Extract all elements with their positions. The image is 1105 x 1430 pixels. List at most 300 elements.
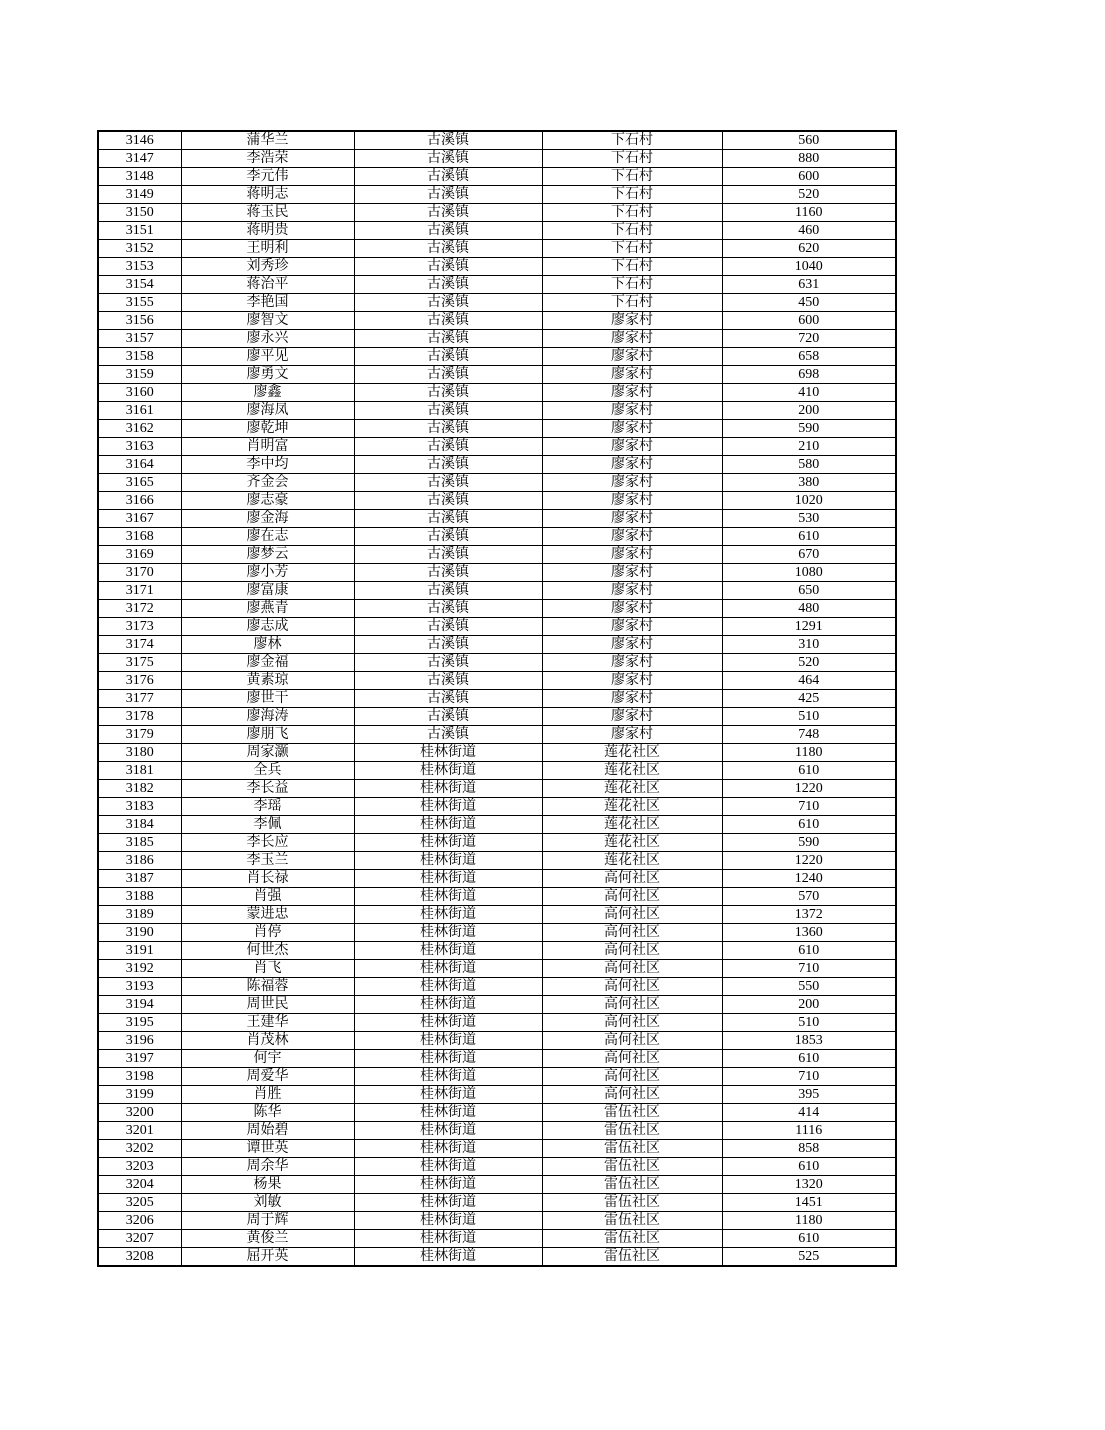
village-cell: 廖家村 xyxy=(542,582,722,600)
township-cell: 古溪镇 xyxy=(354,546,542,564)
township-cell: 桂林街道 xyxy=(354,1122,542,1140)
row-number-cell: 3166 xyxy=(98,492,181,510)
table-row xyxy=(98,1122,896,1140)
township-cell: 古溪镇 xyxy=(354,150,542,168)
amount-cell: 1320 xyxy=(722,1176,896,1194)
village-cell: 高何社区 xyxy=(542,1032,722,1050)
village-cell: 高何社区 xyxy=(542,942,722,960)
name-cell: 蒋治平 xyxy=(181,276,354,294)
table-row xyxy=(98,150,896,168)
village-cell: 廖家村 xyxy=(542,348,722,366)
township-cell: 古溪镇 xyxy=(354,168,542,186)
row-number-cell: 3208 xyxy=(98,1248,181,1267)
village-cell: 雷伍社区 xyxy=(542,1122,722,1140)
village-cell: 下石村 xyxy=(542,258,722,276)
table-row xyxy=(98,222,896,240)
row-number-cell: 3167 xyxy=(98,510,181,528)
table-row xyxy=(98,1248,896,1267)
table-row xyxy=(98,798,896,816)
township-cell: 古溪镇 xyxy=(354,690,542,708)
row-number-cell: 3148 xyxy=(98,168,181,186)
table-row xyxy=(98,1068,896,1086)
amount-cell: 570 xyxy=(722,888,896,906)
row-number-cell: 3160 xyxy=(98,384,181,402)
row-number-cell: 3161 xyxy=(98,402,181,420)
row-number-cell: 3159 xyxy=(98,366,181,384)
row-number-cell: 3185 xyxy=(98,834,181,852)
township-cell: 桂林街道 xyxy=(354,996,542,1014)
township-cell: 古溪镇 xyxy=(354,204,542,222)
name-cell: 肖强 xyxy=(181,888,354,906)
name-cell: 何宇 xyxy=(181,1050,354,1068)
table-row xyxy=(98,888,896,906)
village-cell: 廖家村 xyxy=(542,546,722,564)
amount-cell: 1451 xyxy=(722,1194,896,1212)
township-cell: 桂林街道 xyxy=(354,1248,542,1267)
row-number-cell: 3157 xyxy=(98,330,181,348)
village-cell: 廖家村 xyxy=(542,402,722,420)
township-cell: 桂林街道 xyxy=(354,852,542,870)
row-number-cell: 3162 xyxy=(98,420,181,438)
township-cell: 桂林街道 xyxy=(354,780,542,798)
table-row xyxy=(98,942,896,960)
village-cell: 雷伍社区 xyxy=(542,1212,722,1230)
name-cell: 廖燕青 xyxy=(181,600,354,618)
township-cell: 桂林街道 xyxy=(354,1104,542,1122)
village-cell: 廖家村 xyxy=(542,600,722,618)
village-cell: 高何社区 xyxy=(542,1050,722,1068)
village-cell: 下石村 xyxy=(542,186,722,204)
amount-cell: 425 xyxy=(722,690,896,708)
amount-cell: 600 xyxy=(722,168,896,186)
amount-cell: 670 xyxy=(722,546,896,564)
table-row xyxy=(98,546,896,564)
table-row xyxy=(98,726,896,744)
row-number-cell: 3156 xyxy=(98,312,181,330)
township-cell: 古溪镇 xyxy=(354,654,542,672)
amount-cell: 631 xyxy=(722,276,896,294)
table-row xyxy=(98,1086,896,1104)
amount-cell: 464 xyxy=(722,672,896,690)
table-row xyxy=(98,1140,896,1158)
village-cell: 廖家村 xyxy=(542,438,722,456)
table-row xyxy=(98,636,896,654)
name-cell: 肖胜 xyxy=(181,1086,354,1104)
village-cell: 下石村 xyxy=(542,150,722,168)
amount-cell: 710 xyxy=(722,1068,896,1086)
township-cell: 古溪镇 xyxy=(354,708,542,726)
name-cell: 廖富康 xyxy=(181,582,354,600)
township-cell: 桂林街道 xyxy=(354,870,542,888)
amount-cell: 650 xyxy=(722,582,896,600)
table-row xyxy=(98,852,896,870)
name-cell: 蒋明志 xyxy=(181,186,354,204)
township-cell: 古溪镇 xyxy=(354,131,542,150)
township-cell: 桂林街道 xyxy=(354,924,542,942)
village-cell: 廖家村 xyxy=(542,636,722,654)
township-cell: 古溪镇 xyxy=(354,672,542,690)
row-number-cell: 3188 xyxy=(98,888,181,906)
township-cell: 古溪镇 xyxy=(354,564,542,582)
row-number-cell: 3201 xyxy=(98,1122,181,1140)
row-number-cell: 3190 xyxy=(98,924,181,942)
table-row xyxy=(98,1230,896,1248)
row-number-cell: 3174 xyxy=(98,636,181,654)
township-cell: 桂林街道 xyxy=(354,1086,542,1104)
name-cell: 李长应 xyxy=(181,834,354,852)
township-cell: 古溪镇 xyxy=(354,186,542,204)
village-cell: 高何社区 xyxy=(542,906,722,924)
table-row xyxy=(98,510,896,528)
amount-cell: 380 xyxy=(722,474,896,492)
amount-cell: 610 xyxy=(722,942,896,960)
township-cell: 桂林街道 xyxy=(354,1230,542,1248)
amount-cell: 1372 xyxy=(722,906,896,924)
township-cell: 桂林街道 xyxy=(354,960,542,978)
name-cell: 廖永兴 xyxy=(181,330,354,348)
row-number-cell: 3147 xyxy=(98,150,181,168)
amount-cell: 1180 xyxy=(722,1212,896,1230)
township-cell: 桂林街道 xyxy=(354,1032,542,1050)
name-cell: 廖海涛 xyxy=(181,708,354,726)
township-cell: 桂林街道 xyxy=(354,762,542,780)
name-cell: 蒋明贵 xyxy=(181,222,354,240)
table-row xyxy=(98,708,896,726)
name-cell: 何世杰 xyxy=(181,942,354,960)
village-cell: 廖家村 xyxy=(542,312,722,330)
name-cell: 齐金会 xyxy=(181,474,354,492)
name-cell: 黄素琼 xyxy=(181,672,354,690)
amount-cell: 450 xyxy=(722,294,896,312)
amount-cell: 200 xyxy=(722,402,896,420)
table-row xyxy=(98,762,896,780)
name-cell: 刘秀珍 xyxy=(181,258,354,276)
name-cell: 廖勇文 xyxy=(181,366,354,384)
amount-cell: 710 xyxy=(722,960,896,978)
amount-cell: 610 xyxy=(722,1158,896,1176)
name-cell: 陈福蓉 xyxy=(181,978,354,996)
name-cell: 屈开英 xyxy=(181,1248,354,1267)
table-row xyxy=(98,816,896,834)
table-row xyxy=(98,1158,896,1176)
village-cell: 廖家村 xyxy=(542,384,722,402)
row-number-cell: 3193 xyxy=(98,978,181,996)
amount-cell: 1160 xyxy=(722,204,896,222)
village-cell: 莲花社区 xyxy=(542,852,722,870)
name-cell: 谭世英 xyxy=(181,1140,354,1158)
township-cell: 古溪镇 xyxy=(354,402,542,420)
township-cell: 桂林街道 xyxy=(354,1068,542,1086)
row-number-cell: 3158 xyxy=(98,348,181,366)
row-number-cell: 3150 xyxy=(98,204,181,222)
name-cell: 全兵 xyxy=(181,762,354,780)
row-number-cell: 3164 xyxy=(98,456,181,474)
name-cell: 周爱华 xyxy=(181,1068,354,1086)
row-number-cell: 3205 xyxy=(98,1194,181,1212)
name-cell: 刘敏 xyxy=(181,1194,354,1212)
amount-cell: 590 xyxy=(722,420,896,438)
name-cell: 蒙进忠 xyxy=(181,906,354,924)
data-table xyxy=(97,130,897,1267)
township-cell: 古溪镇 xyxy=(354,222,542,240)
table-row xyxy=(98,294,896,312)
amount-cell: 600 xyxy=(722,312,896,330)
amount-cell: 1080 xyxy=(722,564,896,582)
table-row xyxy=(98,744,896,762)
township-cell: 古溪镇 xyxy=(354,636,542,654)
township-cell: 桂林街道 xyxy=(354,906,542,924)
table-row xyxy=(98,564,896,582)
table-row xyxy=(98,366,896,384)
township-cell: 古溪镇 xyxy=(354,312,542,330)
township-cell: 桂林街道 xyxy=(354,1140,542,1158)
amount-cell: 1040 xyxy=(722,258,896,276)
table-row xyxy=(98,1032,896,1050)
row-number-cell: 3204 xyxy=(98,1176,181,1194)
township-cell: 桂林街道 xyxy=(354,1050,542,1068)
row-number-cell: 3153 xyxy=(98,258,181,276)
amount-cell: 525 xyxy=(722,1248,896,1267)
row-number-cell: 3194 xyxy=(98,996,181,1014)
township-cell: 桂林街道 xyxy=(354,1194,542,1212)
amount-cell: 1291 xyxy=(722,618,896,636)
amount-cell: 200 xyxy=(722,996,896,1014)
row-number-cell: 3178 xyxy=(98,708,181,726)
table-row xyxy=(98,420,896,438)
amount-cell: 520 xyxy=(722,654,896,672)
table-row xyxy=(98,690,896,708)
amount-cell: 748 xyxy=(722,726,896,744)
name-cell: 廖志成 xyxy=(181,618,354,636)
village-cell: 高何社区 xyxy=(542,996,722,1014)
row-number-cell: 3154 xyxy=(98,276,181,294)
table-row xyxy=(98,978,896,996)
name-cell: 蒲华兰 xyxy=(181,131,354,150)
row-number-cell: 3151 xyxy=(98,222,181,240)
township-cell: 古溪镇 xyxy=(354,726,542,744)
township-cell: 古溪镇 xyxy=(354,420,542,438)
row-number-cell: 3203 xyxy=(98,1158,181,1176)
amount-cell: 880 xyxy=(722,150,896,168)
row-number-cell: 3202 xyxy=(98,1140,181,1158)
name-cell: 杨果 xyxy=(181,1176,354,1194)
name-cell: 廖智文 xyxy=(181,312,354,330)
row-number-cell: 3197 xyxy=(98,1050,181,1068)
township-cell: 桂林街道 xyxy=(354,1014,542,1032)
village-cell: 高何社区 xyxy=(542,924,722,942)
name-cell: 廖平见 xyxy=(181,348,354,366)
table-row xyxy=(98,348,896,366)
row-number-cell: 3146 xyxy=(98,131,181,150)
amount-cell: 1180 xyxy=(722,744,896,762)
village-cell: 莲花社区 xyxy=(542,834,722,852)
row-number-cell: 3152 xyxy=(98,240,181,258)
township-cell: 古溪镇 xyxy=(354,600,542,618)
row-number-cell: 3172 xyxy=(98,600,181,618)
name-cell: 廖海凤 xyxy=(181,402,354,420)
village-cell: 高何社区 xyxy=(542,1086,722,1104)
name-cell: 肖飞 xyxy=(181,960,354,978)
amount-cell: 720 xyxy=(722,330,896,348)
amount-cell: 658 xyxy=(722,348,896,366)
name-cell: 廖鑫 xyxy=(181,384,354,402)
village-cell: 廖家村 xyxy=(542,330,722,348)
name-cell: 李玉兰 xyxy=(181,852,354,870)
township-cell: 古溪镇 xyxy=(354,618,542,636)
amount-cell: 510 xyxy=(722,708,896,726)
name-cell: 周于辉 xyxy=(181,1212,354,1230)
row-number-cell: 3168 xyxy=(98,528,181,546)
table-row xyxy=(98,492,896,510)
village-cell: 雷伍社区 xyxy=(542,1158,722,1176)
township-cell: 古溪镇 xyxy=(354,258,542,276)
village-cell: 雷伍社区 xyxy=(542,1194,722,1212)
row-number-cell: 3175 xyxy=(98,654,181,672)
table-row xyxy=(98,960,896,978)
table-row xyxy=(98,618,896,636)
table-row xyxy=(98,384,896,402)
village-cell: 雷伍社区 xyxy=(542,1176,722,1194)
table-row xyxy=(98,438,896,456)
township-cell: 古溪镇 xyxy=(354,366,542,384)
row-number-cell: 3200 xyxy=(98,1104,181,1122)
table-row xyxy=(98,1176,896,1194)
amount-cell: 550 xyxy=(722,978,896,996)
village-cell: 廖家村 xyxy=(542,366,722,384)
table-row xyxy=(98,1014,896,1032)
table-row xyxy=(98,1104,896,1122)
table-row xyxy=(98,168,896,186)
amount-cell: 858 xyxy=(722,1140,896,1158)
village-cell: 莲花社区 xyxy=(542,744,722,762)
row-number-cell: 3199 xyxy=(98,1086,181,1104)
amount-cell: 1116 xyxy=(722,1122,896,1140)
amount-cell: 210 xyxy=(722,438,896,456)
village-cell: 高何社区 xyxy=(542,978,722,996)
name-cell: 李长益 xyxy=(181,780,354,798)
name-cell: 李艳国 xyxy=(181,294,354,312)
village-cell: 廖家村 xyxy=(542,510,722,528)
name-cell: 廖乾坤 xyxy=(181,420,354,438)
name-cell: 廖志豪 xyxy=(181,492,354,510)
amount-cell: 460 xyxy=(722,222,896,240)
township-cell: 古溪镇 xyxy=(354,492,542,510)
name-cell: 廖金福 xyxy=(181,654,354,672)
village-cell: 雷伍社区 xyxy=(542,1230,722,1248)
row-number-cell: 3198 xyxy=(98,1068,181,1086)
amount-cell: 395 xyxy=(722,1086,896,1104)
village-cell: 莲花社区 xyxy=(542,762,722,780)
table-row xyxy=(98,1212,896,1230)
table-row xyxy=(98,1194,896,1212)
amount-cell: 530 xyxy=(722,510,896,528)
name-cell: 周家灏 xyxy=(181,744,354,762)
township-cell: 桂林街道 xyxy=(354,888,542,906)
name-cell: 廖朋飞 xyxy=(181,726,354,744)
row-number-cell: 3196 xyxy=(98,1032,181,1050)
village-cell: 廖家村 xyxy=(542,474,722,492)
name-cell: 肖长禄 xyxy=(181,870,354,888)
row-number-cell: 3149 xyxy=(98,186,181,204)
township-cell: 古溪镇 xyxy=(354,384,542,402)
township-cell: 古溪镇 xyxy=(354,582,542,600)
village-cell: 高何社区 xyxy=(542,960,722,978)
name-cell: 周始碧 xyxy=(181,1122,354,1140)
name-cell: 廖小芳 xyxy=(181,564,354,582)
name-cell: 肖明富 xyxy=(181,438,354,456)
township-cell: 古溪镇 xyxy=(354,348,542,366)
table-row xyxy=(98,131,896,150)
row-number-cell: 3169 xyxy=(98,546,181,564)
table-row xyxy=(98,600,896,618)
village-cell: 雷伍社区 xyxy=(542,1140,722,1158)
table-row xyxy=(98,330,896,348)
name-cell: 李瑶 xyxy=(181,798,354,816)
amount-cell: 1360 xyxy=(722,924,896,942)
amount-cell: 510 xyxy=(722,1014,896,1032)
name-cell: 廖金海 xyxy=(181,510,354,528)
township-cell: 古溪镇 xyxy=(354,456,542,474)
village-cell: 高何社区 xyxy=(542,1014,722,1032)
row-number-cell: 3191 xyxy=(98,942,181,960)
township-cell: 桂林街道 xyxy=(354,744,542,762)
township-cell: 古溪镇 xyxy=(354,294,542,312)
row-number-cell: 3181 xyxy=(98,762,181,780)
village-cell: 高何社区 xyxy=(542,1068,722,1086)
table-row xyxy=(98,654,896,672)
township-cell: 古溪镇 xyxy=(354,528,542,546)
township-cell: 桂林街道 xyxy=(354,978,542,996)
township-cell: 古溪镇 xyxy=(354,276,542,294)
table-row xyxy=(98,312,896,330)
name-cell: 王明利 xyxy=(181,240,354,258)
village-cell: 雷伍社区 xyxy=(542,1104,722,1122)
name-cell: 肖停 xyxy=(181,924,354,942)
village-cell: 廖家村 xyxy=(542,492,722,510)
row-number-cell: 3176 xyxy=(98,672,181,690)
table-row xyxy=(98,906,896,924)
amount-cell: 580 xyxy=(722,456,896,474)
village-cell: 莲花社区 xyxy=(542,798,722,816)
row-number-cell: 3171 xyxy=(98,582,181,600)
row-number-cell: 3206 xyxy=(98,1212,181,1230)
row-number-cell: 3177 xyxy=(98,690,181,708)
name-cell: 肖茂林 xyxy=(181,1032,354,1050)
table-row xyxy=(98,258,896,276)
table-row xyxy=(98,474,896,492)
row-number-cell: 3170 xyxy=(98,564,181,582)
amount-cell: 590 xyxy=(722,834,896,852)
table-row xyxy=(98,276,896,294)
village-cell: 廖家村 xyxy=(542,708,722,726)
amount-cell: 410 xyxy=(722,384,896,402)
village-cell: 廖家村 xyxy=(542,564,722,582)
table-row xyxy=(98,456,896,474)
name-cell: 廖世干 xyxy=(181,690,354,708)
row-number-cell: 3183 xyxy=(98,798,181,816)
village-cell: 莲花社区 xyxy=(542,780,722,798)
village-cell: 廖家村 xyxy=(542,672,722,690)
table-row xyxy=(98,582,896,600)
township-cell: 桂林街道 xyxy=(354,1212,542,1230)
table-body xyxy=(98,131,896,1266)
row-number-cell: 3179 xyxy=(98,726,181,744)
amount-cell: 480 xyxy=(722,600,896,618)
amount-cell: 620 xyxy=(722,240,896,258)
village-cell: 下石村 xyxy=(542,276,722,294)
table-row xyxy=(98,1050,896,1068)
village-cell: 廖家村 xyxy=(542,690,722,708)
